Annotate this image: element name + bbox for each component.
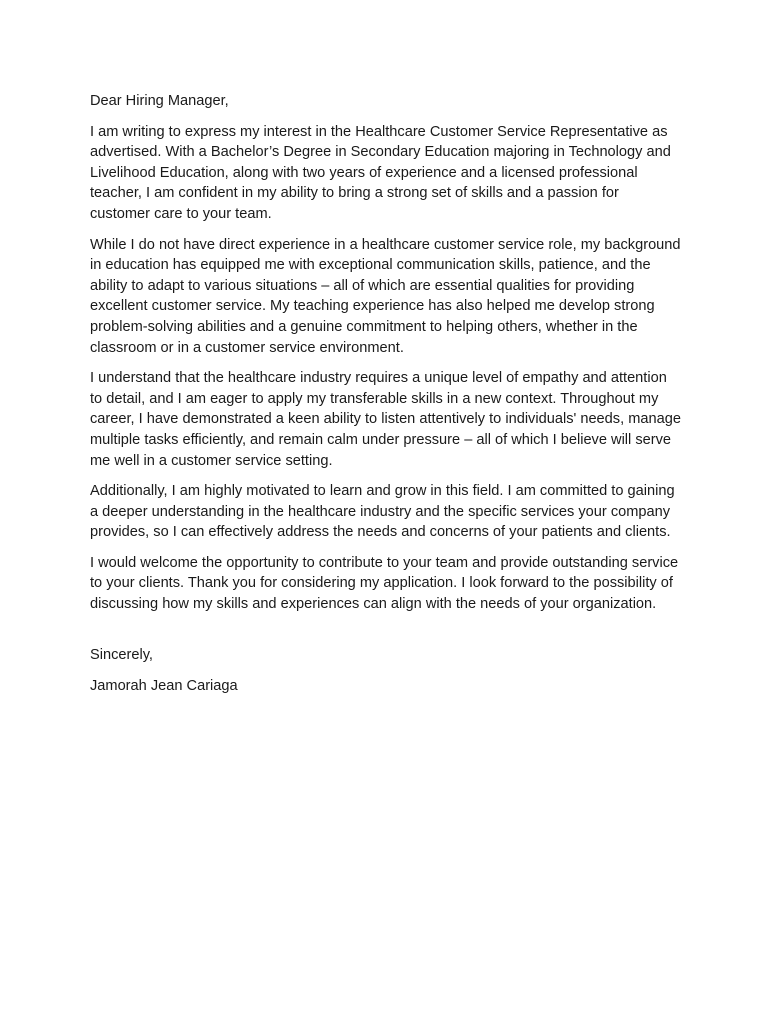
paragraph-intro: I am writing to express my interest in the Healthcare Customer Service Representative as advertised. With a Bachelor’s Degree in Secondary Education majoring in Technology and Livelihood Education, along with two years of experience and a licensed professional teacher, I am confident in my ability to bring a strong set of skills and a passion for customer care to your team. [90,123,671,222]
paragraph-skills: I understand that the healthcare industry requires a unique level of empathy and attention to detail, and I am eager to apply my transferable skills in a new context. Throughout my career, I have demonstrated a keen ability to listen attentively to individuals' needs, manage multiple tasks efficiently, and remain calm under pressure – all of which I believe will serve me well in a customer service setting. [90,370,681,469]
paragraph-motivation: Additionally, I am highly motivated to learn and grow in this field. I am committed to gaining a deeper understanding in the healthcare industry and the specific services your company provides, so I can effectively address the needs and concerns of your patients and clients. [90,483,675,541]
paragraph-background: While I do not have direct experience in a healthcare customer service role, my background in education has equipped me with exceptional communication skills, patience, and the ability to adapt to various situations – all of which are essential qualities for providing excellent customer service. My teaching experience has also helped me develop strong problem-solving abilities and a genuine commitment to helping others, whether in the classroom or in a customer service environment. [90,236,681,356]
paragraph-conclusion: I would welcome the opportunity to contribute to your team and provide outstanding service to your clients. Thank you for considering my application. I look forward to the possibility of discussing how my skills and experiences can align with the needs of your organization. [90,554,679,613]
cover-letter [90,91,682,697]
salutation: Dear Hiring Manager, [90,93,229,109]
closing: Sincerely, [90,646,153,663]
signature-name: Jamorah Jean Cariaga [90,678,238,695]
